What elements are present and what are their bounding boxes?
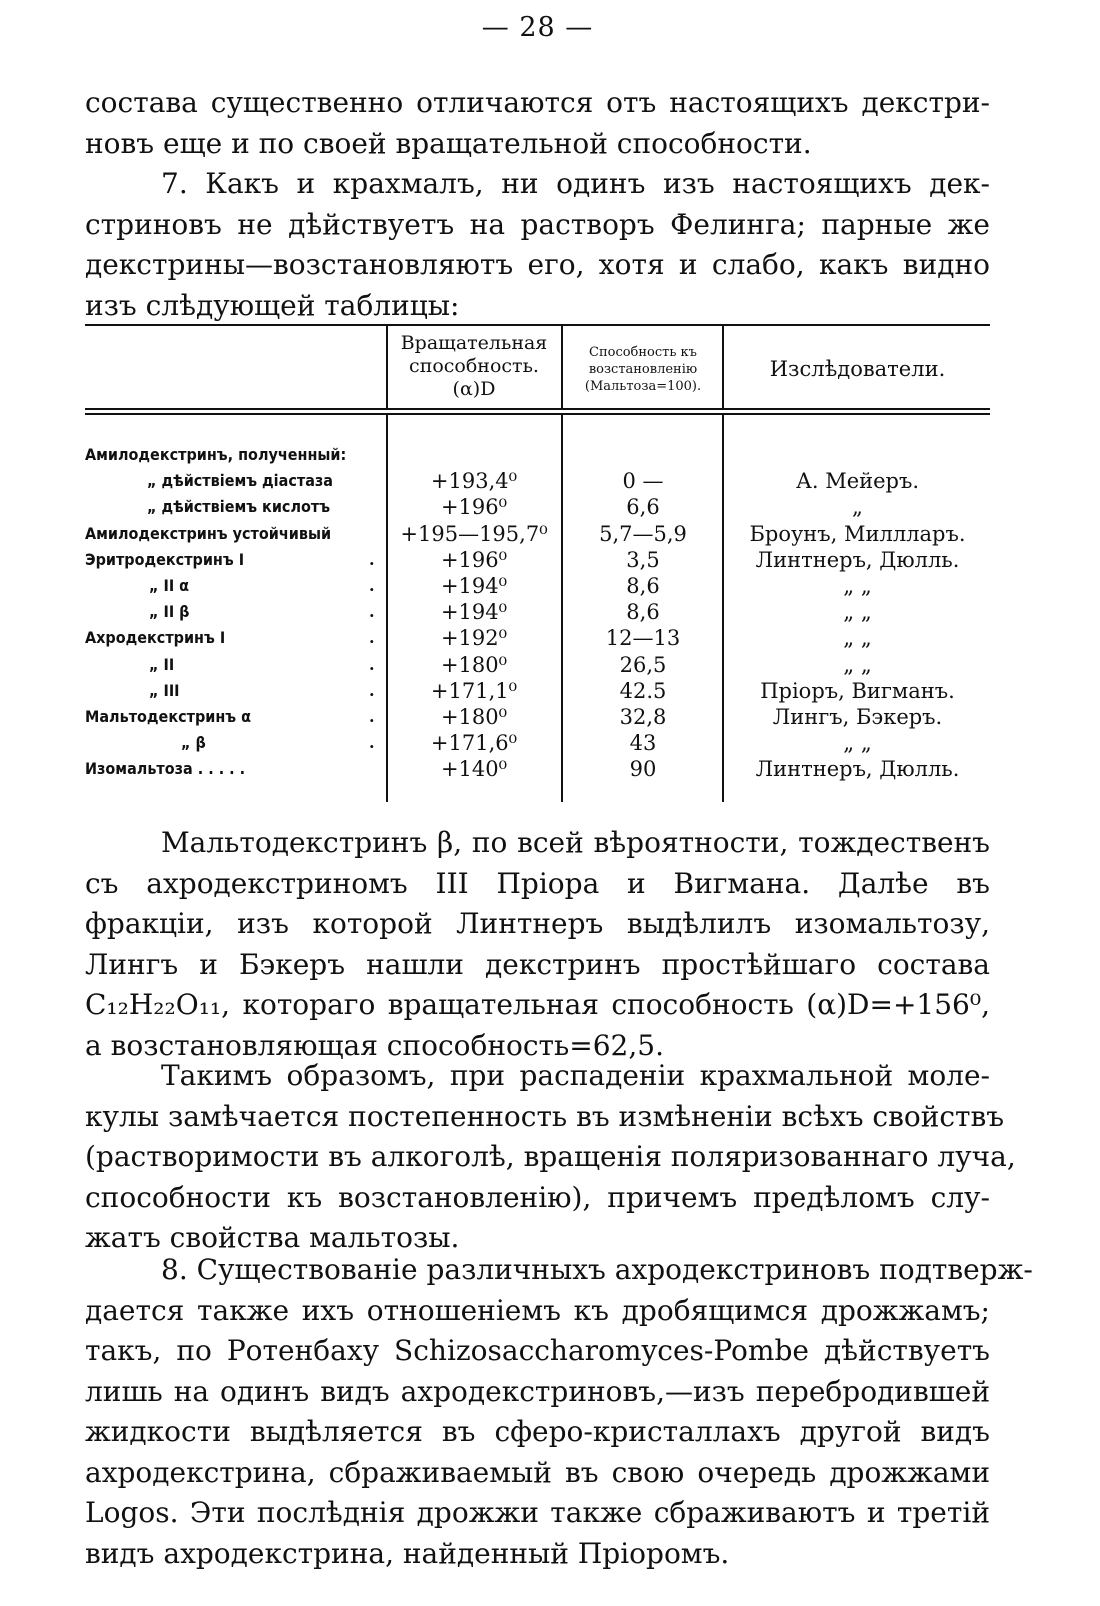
text-line: жидкости выдѣляется въ сферо-кристаллахъ другой видъ: [85, 1415, 990, 1448]
table-row: Амилодекстринъ, полученный:: [85, 445, 347, 464]
text-line: кулы замѣчается постепенность въ измѣненіи всѣхъ свойствъ: [85, 1099, 1005, 1133]
text-line: 7. Какъ и крахмалъ, ни одинъ изъ настоящихъ дек-: [161, 167, 990, 200]
text-line: жатъ свойства мальтозы.: [85, 1221, 460, 1254]
page-number: — 28 —: [481, 12, 594, 43]
table-row: „ дѣйствіемъ діастаза +193,4⁰ 0 — А. Мейеръ.: [147, 469, 920, 494]
text-line: лишь на одинъ видъ ахродекстриновъ,—изъ перебродившей: [85, 1374, 990, 1408]
header-rotation: Вращательная способность. (α)D: [400, 332, 548, 400]
text-line: состава существенно отличаются отъ настоящихъ декстри-: [85, 86, 990, 119]
table-row: Мальтодекстринъ α . +180⁰ 32,8 Лингъ, Бэкеръ.: [85, 704, 943, 729]
paragraph-7: [85, 164, 990, 326]
text-line: такъ, по Ротенбаху Schizosaccharomyces-Pombe дѣйствуетъ: [85, 1334, 990, 1367]
table-row: Изомальтоза . . . . . +140⁰ 90 Линтнеръ, Дюлль.: [85, 757, 960, 782]
table-body: [85, 442, 990, 782]
paragraph-thus: [85, 1056, 1016, 1259]
paragraph-top: [85, 83, 990, 164]
text-line: Лингъ и Бэкеръ нашли декстринъ простѣйшаго состава: [85, 947, 990, 981]
text-line: декстрины—возстановляютъ его, хотя и слабо, какъ видно: [85, 248, 990, 281]
table-row: „ дѣйствіемъ кислотъ +196⁰ 6,6 „: [147, 495, 863, 520]
text-line: ахродекстрина, сбраживаемый въ свою очередь дрожжами: [85, 1455, 990, 1489]
text-line: Такимъ образомъ, при распаденіи крахмальной моле-: [161, 1059, 990, 1092]
data-table: [85, 324, 990, 802]
table-row: „ II β . +194⁰ 8,6 „ „: [149, 600, 872, 625]
table-row: „ III . +171,1⁰ 42.5 Пріоръ, Вигманъ.: [149, 678, 955, 703]
table-row: „ β . +171,6⁰ 43 „ „: [181, 731, 872, 756]
paragraph-maltodextrin: [85, 823, 990, 1066]
text-line: C₁₂H₂₂O₁₁, котораго вращательная способность (α)D=+156⁰,: [85, 988, 990, 1021]
text-line: а возстановляющая способность=62,5.: [85, 1028, 664, 1062]
text-line: изъ слѣдующей таблицы:: [85, 288, 460, 322]
text-line: Logos. Эти послѣднія дрожжи также сбраживаютъ и третій: [85, 1496, 990, 1529]
text-line: способности къ возстановленію), причемъ предѣломъ слу-: [85, 1180, 990, 1214]
table-row: „ II α . +194⁰ 8,6 „ „: [149, 573, 872, 598]
paragraph-8: [85, 1250, 1033, 1574]
text-line: стриновъ не дѣйствуетъ на растворъ Фелинга; парные же: [85, 207, 990, 241]
text-line: Мальтодекстринъ β, по всей вѣроятности, тождественъ: [161, 826, 990, 859]
text-line: дается также ихъ отношеніемъ къ дробящимся дрожжамъ;: [85, 1293, 990, 1327]
text-line: фракціи, изъ которой Линтнеръ выдѣлилъ изомальтозу,: [85, 907, 990, 940]
header-researchers: Изслѣдователи.: [769, 357, 946, 381]
text-line: видъ ахродекстрина, найденный Пріоромъ.: [85, 1536, 730, 1570]
text-line: съ ахродекстриномъ III Пріора и Вигмана. Далѣе въ: [85, 866, 990, 900]
table-row: Ахродекстринъ I . +192⁰ 12—13 „ „: [85, 626, 872, 651]
text-line: (растворимости въ алкоголѣ, вращенія поляризованнаго луча,: [85, 1140, 1016, 1173]
table-row: Эритродекстринъ I . +196⁰ 3,5 Линтнеръ, Дюлль.: [85, 547, 960, 572]
header-reduction: Способность къ возстановленію (Мальтоза=100).: [584, 345, 702, 394]
table-row: „ II . +180⁰ 26,5 „ „: [149, 652, 872, 677]
text-line: 8. Существованіе различныхъ ахродекстриновъ подтверж-: [161, 1253, 1033, 1286]
text-line: новъ еще и по своей вращательной способности.: [85, 126, 812, 160]
table-row: Амилодекстринъ устойчивый +195—195,7⁰ 5,7—5,9 Броунъ, Миллларъ.: [85, 521, 966, 546]
